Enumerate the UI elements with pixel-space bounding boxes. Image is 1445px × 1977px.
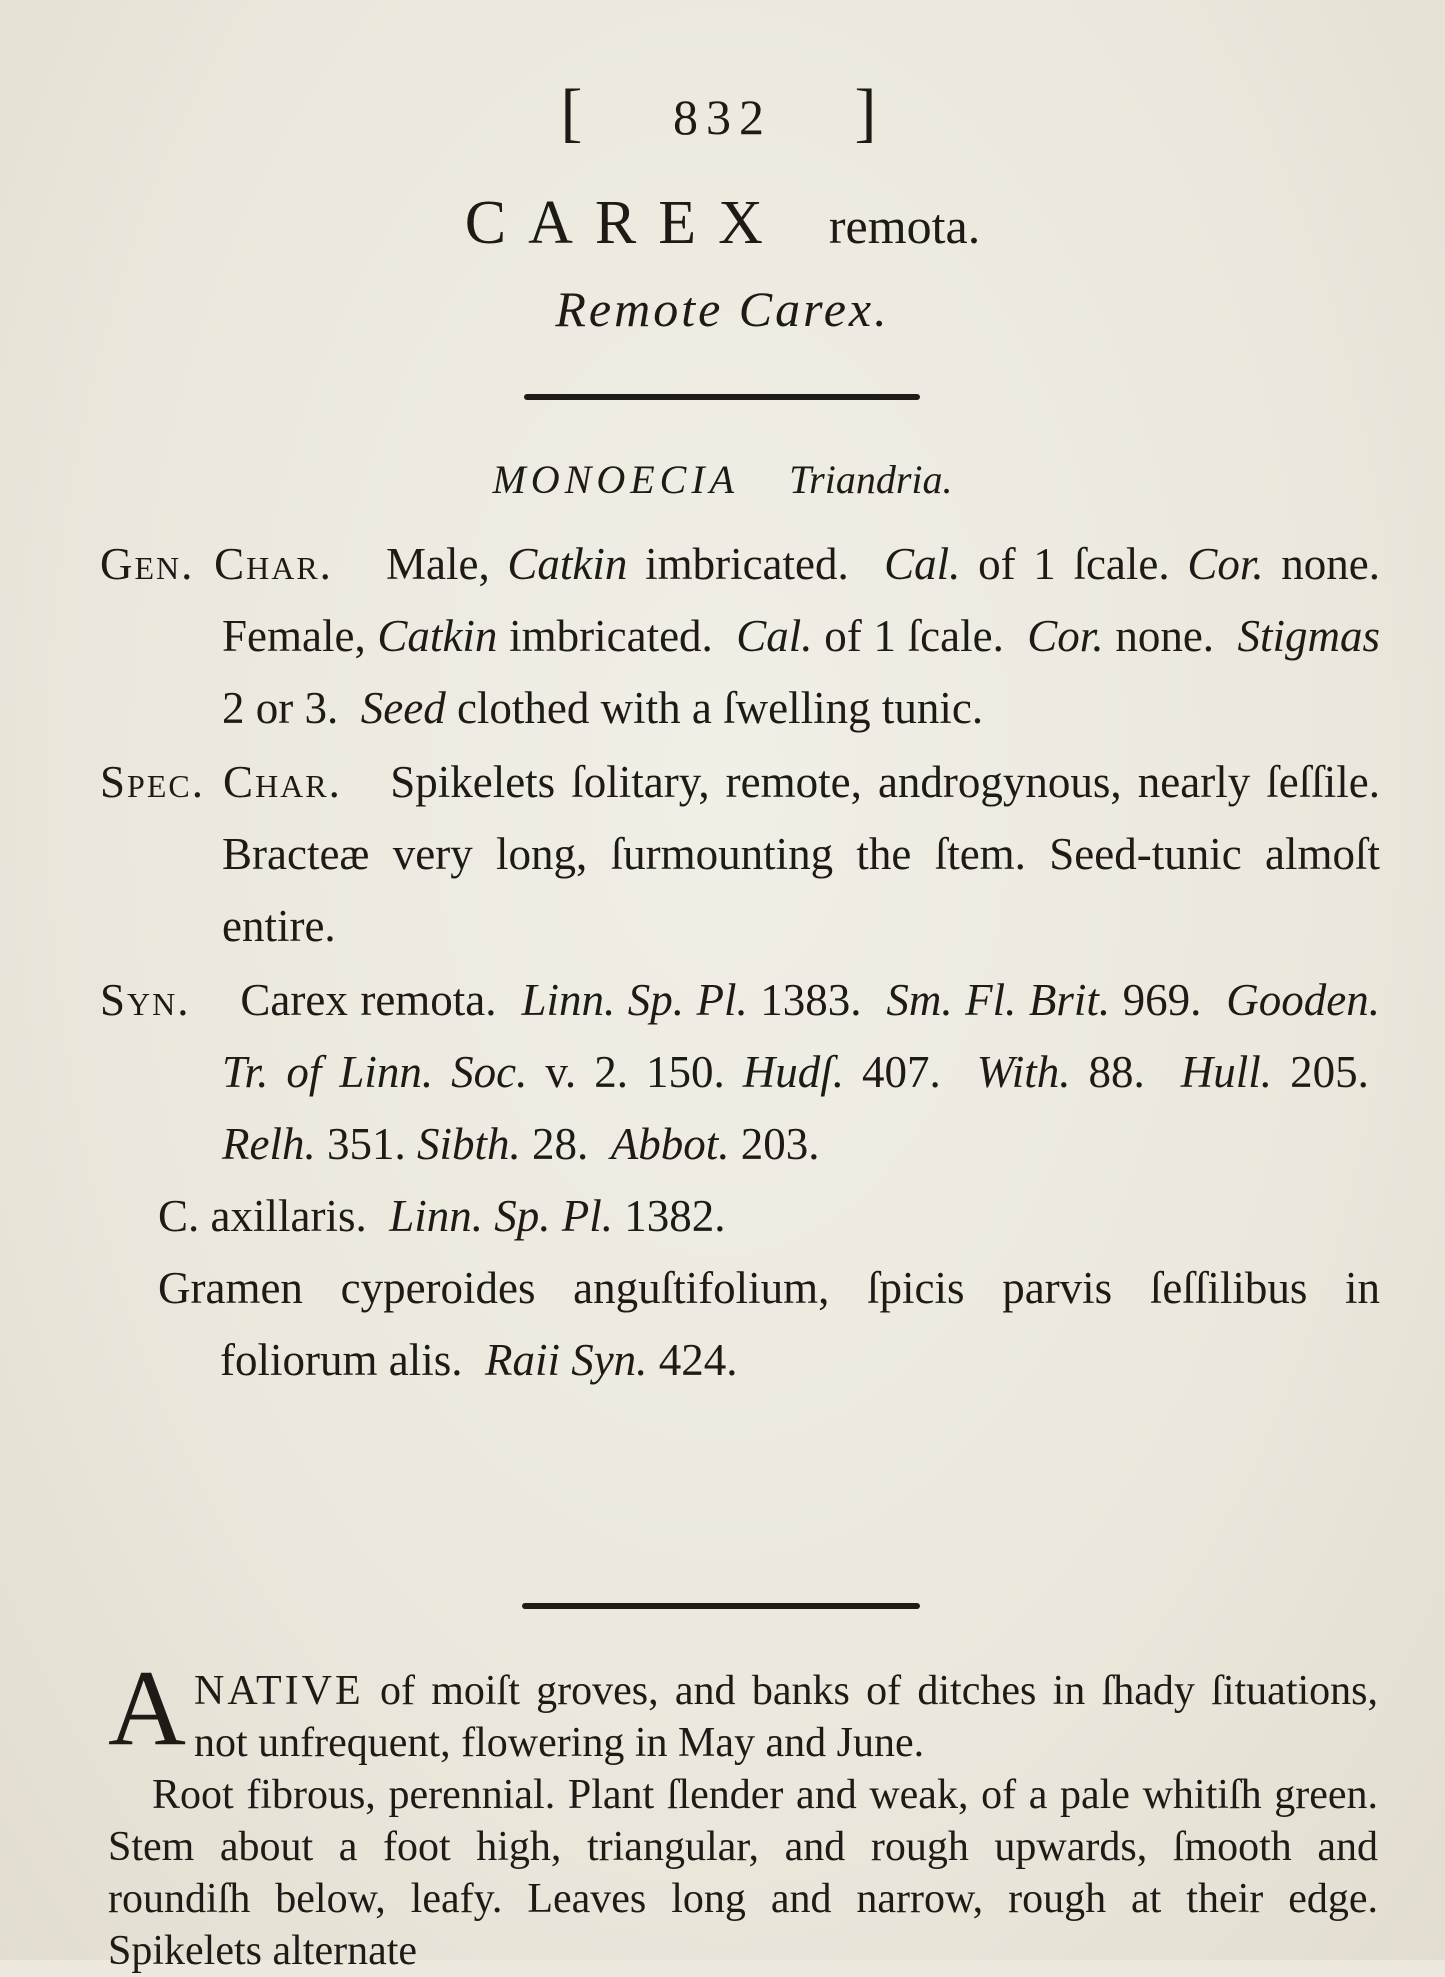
description-section <box>108 1649 1379 1977</box>
synonyms: Syn. Carex remota. Linn. Sp. Pl. 1383. Sm. Fl. Brit. 969. Gooden. Tr. of Linn. Soc. v. 2. 150. Hudſ. 407. With. 88. Hull. 205. Relh. 351. Sibth. 28. Abbot. 203. <box>100 975 1381 1169</box>
page-number: 832 <box>673 89 772 145</box>
synonym-axillaris: C. axillaris. Linn. Sp. Pl. 1382. <box>158 1191 726 1241</box>
morphology-paragraph: Root fibrous, perennial. Plant ſlender and weak, of a pale whitiſh green. Stem about a foot high, triangular, and rough upwards, ſmooth and roundiſh below, leafy. Leaves long and narrow, rough at their edge. Spikelets alternate <box>108 1772 1378 1974</box>
bracket-open: [ <box>560 76 591 149</box>
syn-label: Syn. <box>100 975 191 1025</box>
bracket-close: ] <box>854 76 885 149</box>
synonym-gramen: Gramen cyperoides anguſtifolium, ſpicis parvis ſeſſilibus in foliorum alis. Raii Syn. 424. <box>158 1263 1380 1385</box>
characters-section <box>100 528 1380 1396</box>
spec-char-label: Spec. Char. <box>100 757 342 807</box>
common-name: Remote Carex. <box>555 281 890 337</box>
generic-character: Gen. Char. Male, Catkin imbricated. Cal. of 1 ſcale. Cor. none. Female, Catkin imbricated. Cal. of 1 ſcale. Cor. none. Stigmas 2 or 3. Seed clothed with a ſwelling tunic. <box>100 539 1381 733</box>
species-title <box>0 188 1445 259</box>
species-epithet: remota. <box>828 198 981 254</box>
class-name: MONOECIA <box>492 457 740 502</box>
divider-rule-top <box>524 394 920 400</box>
order-name: Triandria. <box>789 457 953 502</box>
gen-char-label: Gen. Char. <box>100 539 333 589</box>
specific-character: Spec. Char. Spikelets ſolitary, remote, androgynous, nearly ſeſſile. Bracteæ very long, ſurmounting the ſtem. Seed-tunic almoſt entire. <box>100 757 1381 951</box>
page-number-line <box>0 75 1445 151</box>
drop-cap: A <box>108 1649 186 1768</box>
habitat-paragraph: ANATIVE of moiſt groves, and banks of ditches in ſhady ſituations, not unfrequent, flowering in May and June. <box>108 1649 1379 1768</box>
divider-rule-bottom <box>522 1603 920 1609</box>
native-caps: NATIVE <box>194 1668 364 1714</box>
linnaean-classification <box>0 456 1445 503</box>
genus-name: CAREX <box>464 189 785 257</box>
